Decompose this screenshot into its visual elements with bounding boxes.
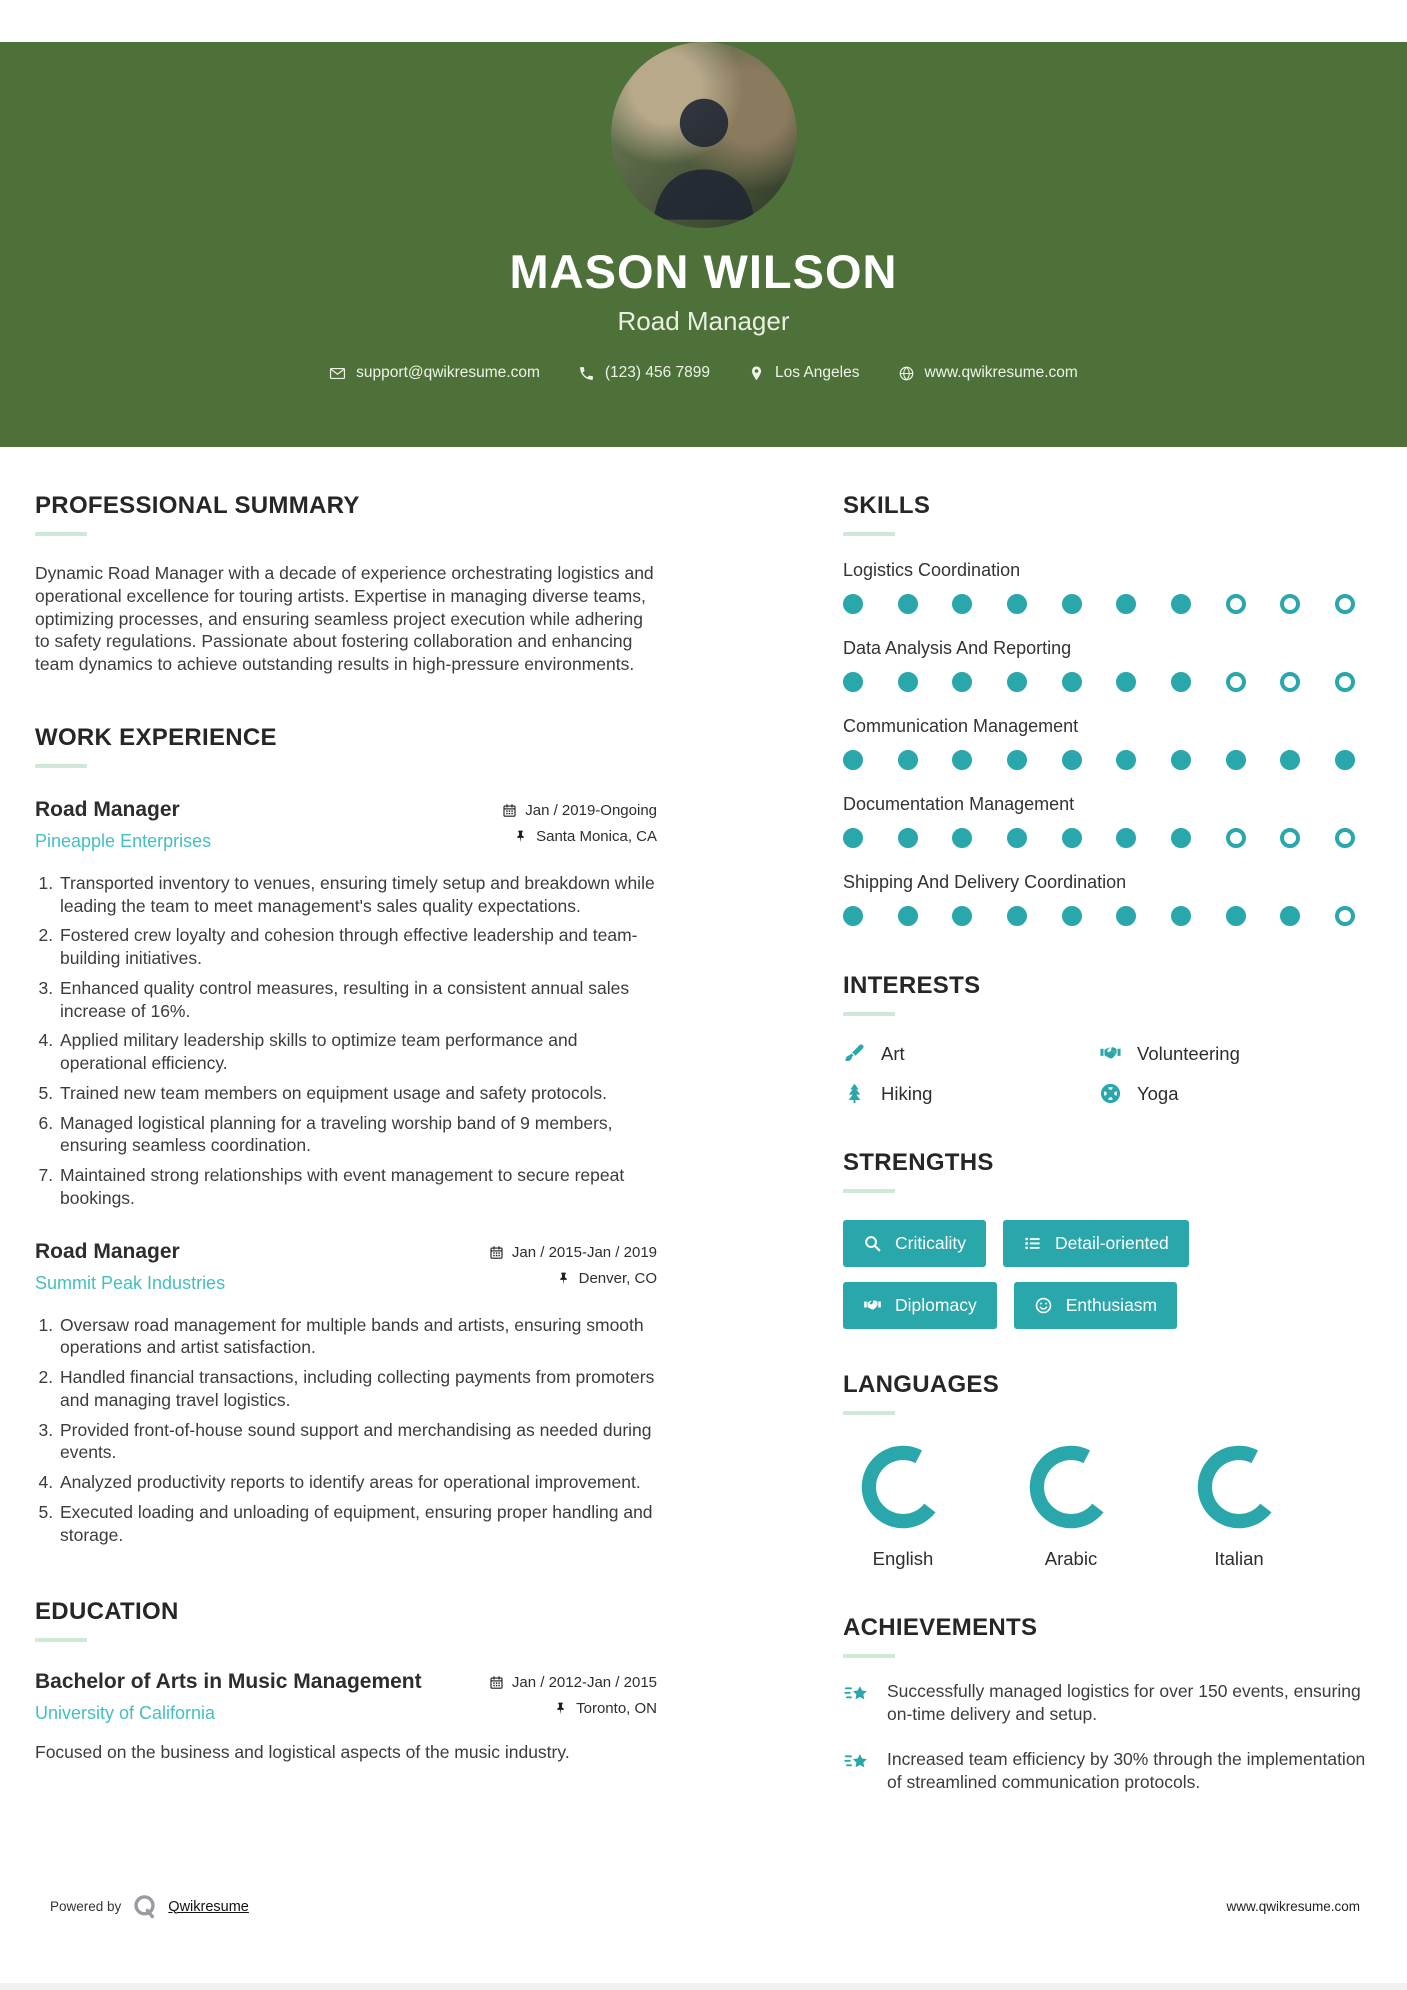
job-bullet: 1. Transported inventory to venues, ensuring timely setup and breakdown while leading the team to meet management's sales quality expectations.	[58, 872, 657, 918]
location-pin-icon	[748, 365, 765, 382]
skill-dot-filled	[1280, 906, 1300, 926]
skill-dot-filled	[1007, 750, 1027, 770]
skill-label: Shipping And Delivery Coordination	[843, 872, 1127, 892]
job-date: Jan / 2015-Jan / 2019	[511, 1243, 657, 1261]
bottom-edge-strip	[0, 1983, 1407, 1990]
job-entry	[35, 1240, 657, 1547]
right-column	[843, 492, 1370, 1794]
section-underline	[843, 1654, 895, 1658]
section-education	[35, 1598, 657, 1763]
skill-dot-filled	[843, 672, 863, 692]
skill-dot-filled	[1171, 828, 1191, 848]
job-bullet: 3. Provided front-of-house sound support and merchandising as needed during events.	[58, 1419, 657, 1465]
skill-dot-filled	[1116, 906, 1136, 926]
skill-dot-empty	[1280, 828, 1300, 848]
strength-label: Detail-oriented	[1054, 1233, 1169, 1253]
job-bullet: 5. Executed loading and unloading of equipment, ensuring proper handling and storage.	[58, 1501, 657, 1547]
interest-label: Art	[881, 1042, 905, 1064]
handshake-icon	[1099, 1042, 1122, 1065]
achievements-list	[843, 1680, 1370, 1794]
skill-dot-filled	[1007, 594, 1027, 614]
language-level-arc	[1027, 1443, 1115, 1531]
language-label: English	[872, 1548, 934, 1569]
section-heading-summary: PROFESSIONAL SUMMARY	[35, 492, 360, 519]
smiley-icon	[1034, 1296, 1053, 1315]
section-heading-achievements: ACHIEVEMENTS	[843, 1614, 1038, 1641]
skill-dot-filled	[952, 594, 972, 614]
job-bullet: 1. Oversaw road management for multiple bands and artists, ensuring smooth operations and artist satisfaction.	[58, 1314, 657, 1360]
name: MASON WILSON	[509, 245, 898, 298]
skill-dot-empty	[1335, 594, 1355, 614]
skill-dot-filled	[843, 828, 863, 848]
achievement-text: Increased team efficiency by 30% through the implementation of streamlined communication protocols.	[887, 1749, 1366, 1793]
qwikresume-link[interactable]: Qwikresume	[168, 1898, 249, 1915]
skill-item	[843, 872, 1370, 926]
strength-label: Criticality	[895, 1233, 966, 1253]
section-heading-strengths: STRENGTHS	[843, 1149, 994, 1176]
powered-by-label: Powered by	[50, 1899, 122, 1914]
list-icon	[1023, 1234, 1042, 1253]
skill-dot-empty	[1226, 672, 1246, 692]
pushpin-icon	[513, 829, 528, 844]
skill-dot-filled	[843, 594, 863, 614]
tree-icon	[843, 1082, 866, 1105]
skill-dots	[843, 750, 1355, 770]
skill-label: Logistics Coordination	[843, 560, 1021, 580]
job-bullet: 2. Fostered crew loyalty and cohesion through effective leadership and team-building initiatives.	[58, 924, 657, 970]
skill-dot-filled	[898, 594, 918, 614]
interest-label: Hiking	[881, 1082, 933, 1104]
strength-label: Enthusiasm	[1065, 1295, 1158, 1315]
skill-dot-filled	[1007, 672, 1027, 692]
achievement-item	[843, 1680, 1370, 1726]
contact-website-text: www.qwikresume.com	[924, 364, 1078, 381]
email-icon	[329, 365, 346, 382]
skill-item	[843, 794, 1370, 848]
language-level-arc	[859, 1443, 947, 1531]
skill-dot-filled	[1226, 906, 1246, 926]
job-company: Pineapple Enterprises	[35, 830, 212, 851]
profile-photo	[611, 42, 797, 228]
languages-list	[843, 1443, 1370, 1570]
skill-dot-filled	[1062, 672, 1082, 692]
skill-dot-filled	[1116, 594, 1136, 614]
job-location: Denver, CO	[578, 1269, 657, 1287]
language-item	[1179, 1443, 1299, 1570]
skill-dot-filled	[898, 672, 918, 692]
job-bullets	[35, 1314, 657, 1547]
strength-badge	[1003, 1220, 1189, 1267]
content-columns	[0, 447, 1407, 1794]
job-title: Road Manager	[617, 306, 790, 336]
strengths-list	[843, 1220, 1283, 1329]
skill-dots	[843, 594, 1355, 614]
job-date: Jan / 2019-Ongoing	[525, 801, 657, 819]
section-heading-work: WORK EXPERIENCE	[35, 723, 277, 751]
interest-item	[843, 1042, 1099, 1065]
powered-by	[50, 1893, 249, 1920]
job-location: Santa Monica, CA	[536, 827, 657, 845]
handshake-icon	[863, 1296, 882, 1315]
skill-item	[843, 716, 1370, 770]
skill-dot-filled	[1171, 906, 1191, 926]
skill-dot-filled	[1280, 750, 1300, 770]
skill-label: Data Analysis And Reporting	[843, 638, 1072, 658]
skill-dot-filled	[1062, 750, 1082, 770]
section-underline	[35, 764, 87, 768]
section-heading-languages: LANGUAGES	[843, 1371, 1000, 1398]
language-level-arc	[1195, 1443, 1283, 1531]
strength-badge	[1014, 1282, 1177, 1329]
shooting-star-icon	[843, 1681, 870, 1726]
skill-dot-filled	[843, 750, 863, 770]
job-company: Summit Peak Industries	[35, 1272, 226, 1293]
skill-dot-empty	[1226, 828, 1246, 848]
section-heading-interests: INTERESTS	[843, 972, 981, 999]
skill-dot-filled	[952, 750, 972, 770]
contact-email	[329, 364, 540, 382]
skill-dots	[843, 672, 1355, 692]
jobs-list	[35, 798, 657, 1547]
skill-label: Documentation Management	[843, 794, 1075, 814]
contact-website	[898, 364, 1078, 382]
education-meta	[489, 1670, 657, 1726]
contact-phone	[578, 364, 710, 382]
job-bullet: 7. Maintained strong relationships with event management to secure repeat bookings.	[58, 1164, 657, 1210]
skill-dot-empty	[1335, 672, 1355, 692]
achievement-text: Successfully managed logistics for over 150 events, ensuring on-time delivery and setup.	[887, 1681, 1361, 1725]
pushpin-icon	[553, 1701, 568, 1716]
contact-location-text: Los Angeles	[775, 364, 860, 381]
skill-dot-filled	[1171, 672, 1191, 692]
summary-text: Dynamic Road Manager with a decade of experience orchestrating logistics and operational excellence for touring artists. Expertise in managing diverse teams, optimizing processes, and ensuring seamless project execution while adhering to safety regulations. Passionate about fostering collaboration and enhancing team dynamics to achieve outstanding results in high-pressure environments.	[35, 563, 654, 674]
section-skills	[843, 492, 1370, 926]
calendar-icon	[502, 803, 517, 818]
section-underline	[843, 1189, 895, 1193]
education-location: Toronto, ON	[576, 1700, 657, 1718]
pushpin-icon	[556, 1271, 571, 1286]
header	[0, 42, 1407, 447]
skill-dot-empty	[1335, 828, 1355, 848]
skill-dot-filled	[952, 828, 972, 848]
contact-email-text: support@qwikresume.com	[356, 364, 540, 381]
strength-badge	[843, 1220, 986, 1267]
job-title: Road Manager	[35, 797, 180, 821]
education-note: Focused on the business and logistical aspects of the music industry.	[35, 1742, 570, 1763]
calendar-icon	[489, 1245, 504, 1260]
job-bullet: 2. Handled financial transactions, including collecting payments from promoters and managing travel logistics.	[58, 1366, 657, 1412]
skill-dot-filled	[898, 750, 918, 770]
left-column	[35, 492, 657, 1794]
interest-label: Yoga	[1137, 1082, 1179, 1104]
contact-bar	[0, 364, 1407, 382]
lifebuoy-icon	[1099, 1082, 1122, 1105]
section-underline	[35, 532, 87, 536]
skill-item	[843, 560, 1370, 614]
skill-dot-filled	[952, 906, 972, 926]
skill-dot-empty	[1280, 672, 1300, 692]
job-bullet: 6. Managed logistical planning for a traveling worship band of 9 members, ensuring seamless coordination.	[58, 1112, 657, 1158]
skill-dot-filled	[1226, 750, 1246, 770]
language-item	[843, 1443, 963, 1570]
skill-item	[843, 638, 1370, 692]
job-bullet: 3. Enhanced quality control measures, resulting in a consistent annual sales increase of 16%.	[58, 977, 657, 1023]
qwikresume-logo-icon	[131, 1893, 158, 1920]
language-label: Italian	[1214, 1548, 1264, 1569]
skill-dot-filled	[898, 828, 918, 848]
strength-label: Diplomacy	[895, 1295, 977, 1315]
skill-dot-filled	[1171, 594, 1191, 614]
section-strengths	[843, 1149, 1370, 1329]
language-label: Arabic	[1044, 1548, 1098, 1569]
shooting-star-icon	[843, 1749, 870, 1794]
skill-dot-filled	[1007, 828, 1027, 848]
job-entry	[35, 798, 657, 1210]
interest-item	[1099, 1082, 1370, 1105]
phone-icon	[578, 365, 595, 382]
globe-icon	[898, 365, 915, 382]
skill-dot-empty	[1335, 906, 1355, 926]
degree-title: Bachelor of Arts in Music Management	[35, 1670, 422, 1694]
person-silhouette	[611, 56, 797, 228]
skill-dot-filled	[1116, 828, 1136, 848]
section-underline	[843, 1012, 895, 1016]
strength-badge	[843, 1282, 997, 1329]
section-work-experience	[35, 724, 657, 1547]
calendar-icon	[489, 1675, 504, 1690]
contact-phone-text: (123) 456 7899	[604, 364, 711, 381]
section-underline	[843, 532, 895, 536]
section-languages	[843, 1371, 1370, 1570]
interests-list	[843, 1042, 1370, 1105]
section-achievements	[843, 1614, 1370, 1794]
skill-dot-filled	[952, 672, 972, 692]
contact-location	[748, 364, 859, 382]
job-bullet: 4. Applied military leadership skills to optimize team performance and operational efficiency.	[58, 1029, 657, 1075]
paintbrush-icon	[843, 1042, 866, 1065]
education-date: Jan / 2012-Jan / 2015	[511, 1674, 657, 1692]
skill-label: Communication Management	[843, 716, 1079, 736]
interest-label: Volunteering	[1137, 1042, 1240, 1064]
job-title: Road Manager	[35, 1239, 180, 1263]
job-bullet: 5. Trained new team members on equipment usage and safety protocols.	[58, 1082, 657, 1105]
page-footer	[50, 1893, 1360, 1920]
job-meta	[502, 798, 657, 854]
skill-dot-filled	[843, 906, 863, 926]
skill-dot-empty	[1226, 594, 1246, 614]
section-heading-skills: SKILLS	[843, 492, 931, 519]
skill-dot-filled	[1116, 750, 1136, 770]
skill-dot-filled	[1335, 750, 1355, 770]
language-item	[1011, 1443, 1131, 1570]
skill-dot-filled	[1062, 594, 1082, 614]
job-bullets	[35, 872, 657, 1210]
section-underline	[35, 1638, 87, 1642]
skill-dot-filled	[1171, 750, 1191, 770]
skill-dots	[843, 828, 1355, 848]
achievement-item	[843, 1748, 1370, 1794]
skill-dot-filled	[1007, 906, 1027, 926]
interest-item	[843, 1082, 1099, 1105]
skill-dots	[843, 906, 1355, 926]
education-entry	[35, 1670, 657, 1763]
section-heading-education: EDUCATION	[35, 1598, 179, 1626]
skill-dot-filled	[1062, 906, 1082, 926]
section-interests	[843, 972, 1370, 1105]
skill-dot-filled	[1116, 672, 1136, 692]
skills-list	[843, 560, 1370, 926]
magnifier-icon	[863, 1234, 882, 1253]
skill-dot-empty	[1280, 594, 1300, 614]
job-meta	[489, 1240, 657, 1296]
section-underline	[843, 1411, 895, 1415]
skill-dot-filled	[898, 906, 918, 926]
job-bullet: 4. Analyzed productivity reports to identify areas for operational improvement.	[58, 1471, 657, 1494]
footer-website: www.qwikresume.com	[1226, 1899, 1360, 1914]
section-summary	[35, 492, 657, 676]
skill-dot-filled	[1062, 828, 1082, 848]
school-name: University of California	[35, 1703, 216, 1724]
interest-item	[1099, 1042, 1370, 1065]
